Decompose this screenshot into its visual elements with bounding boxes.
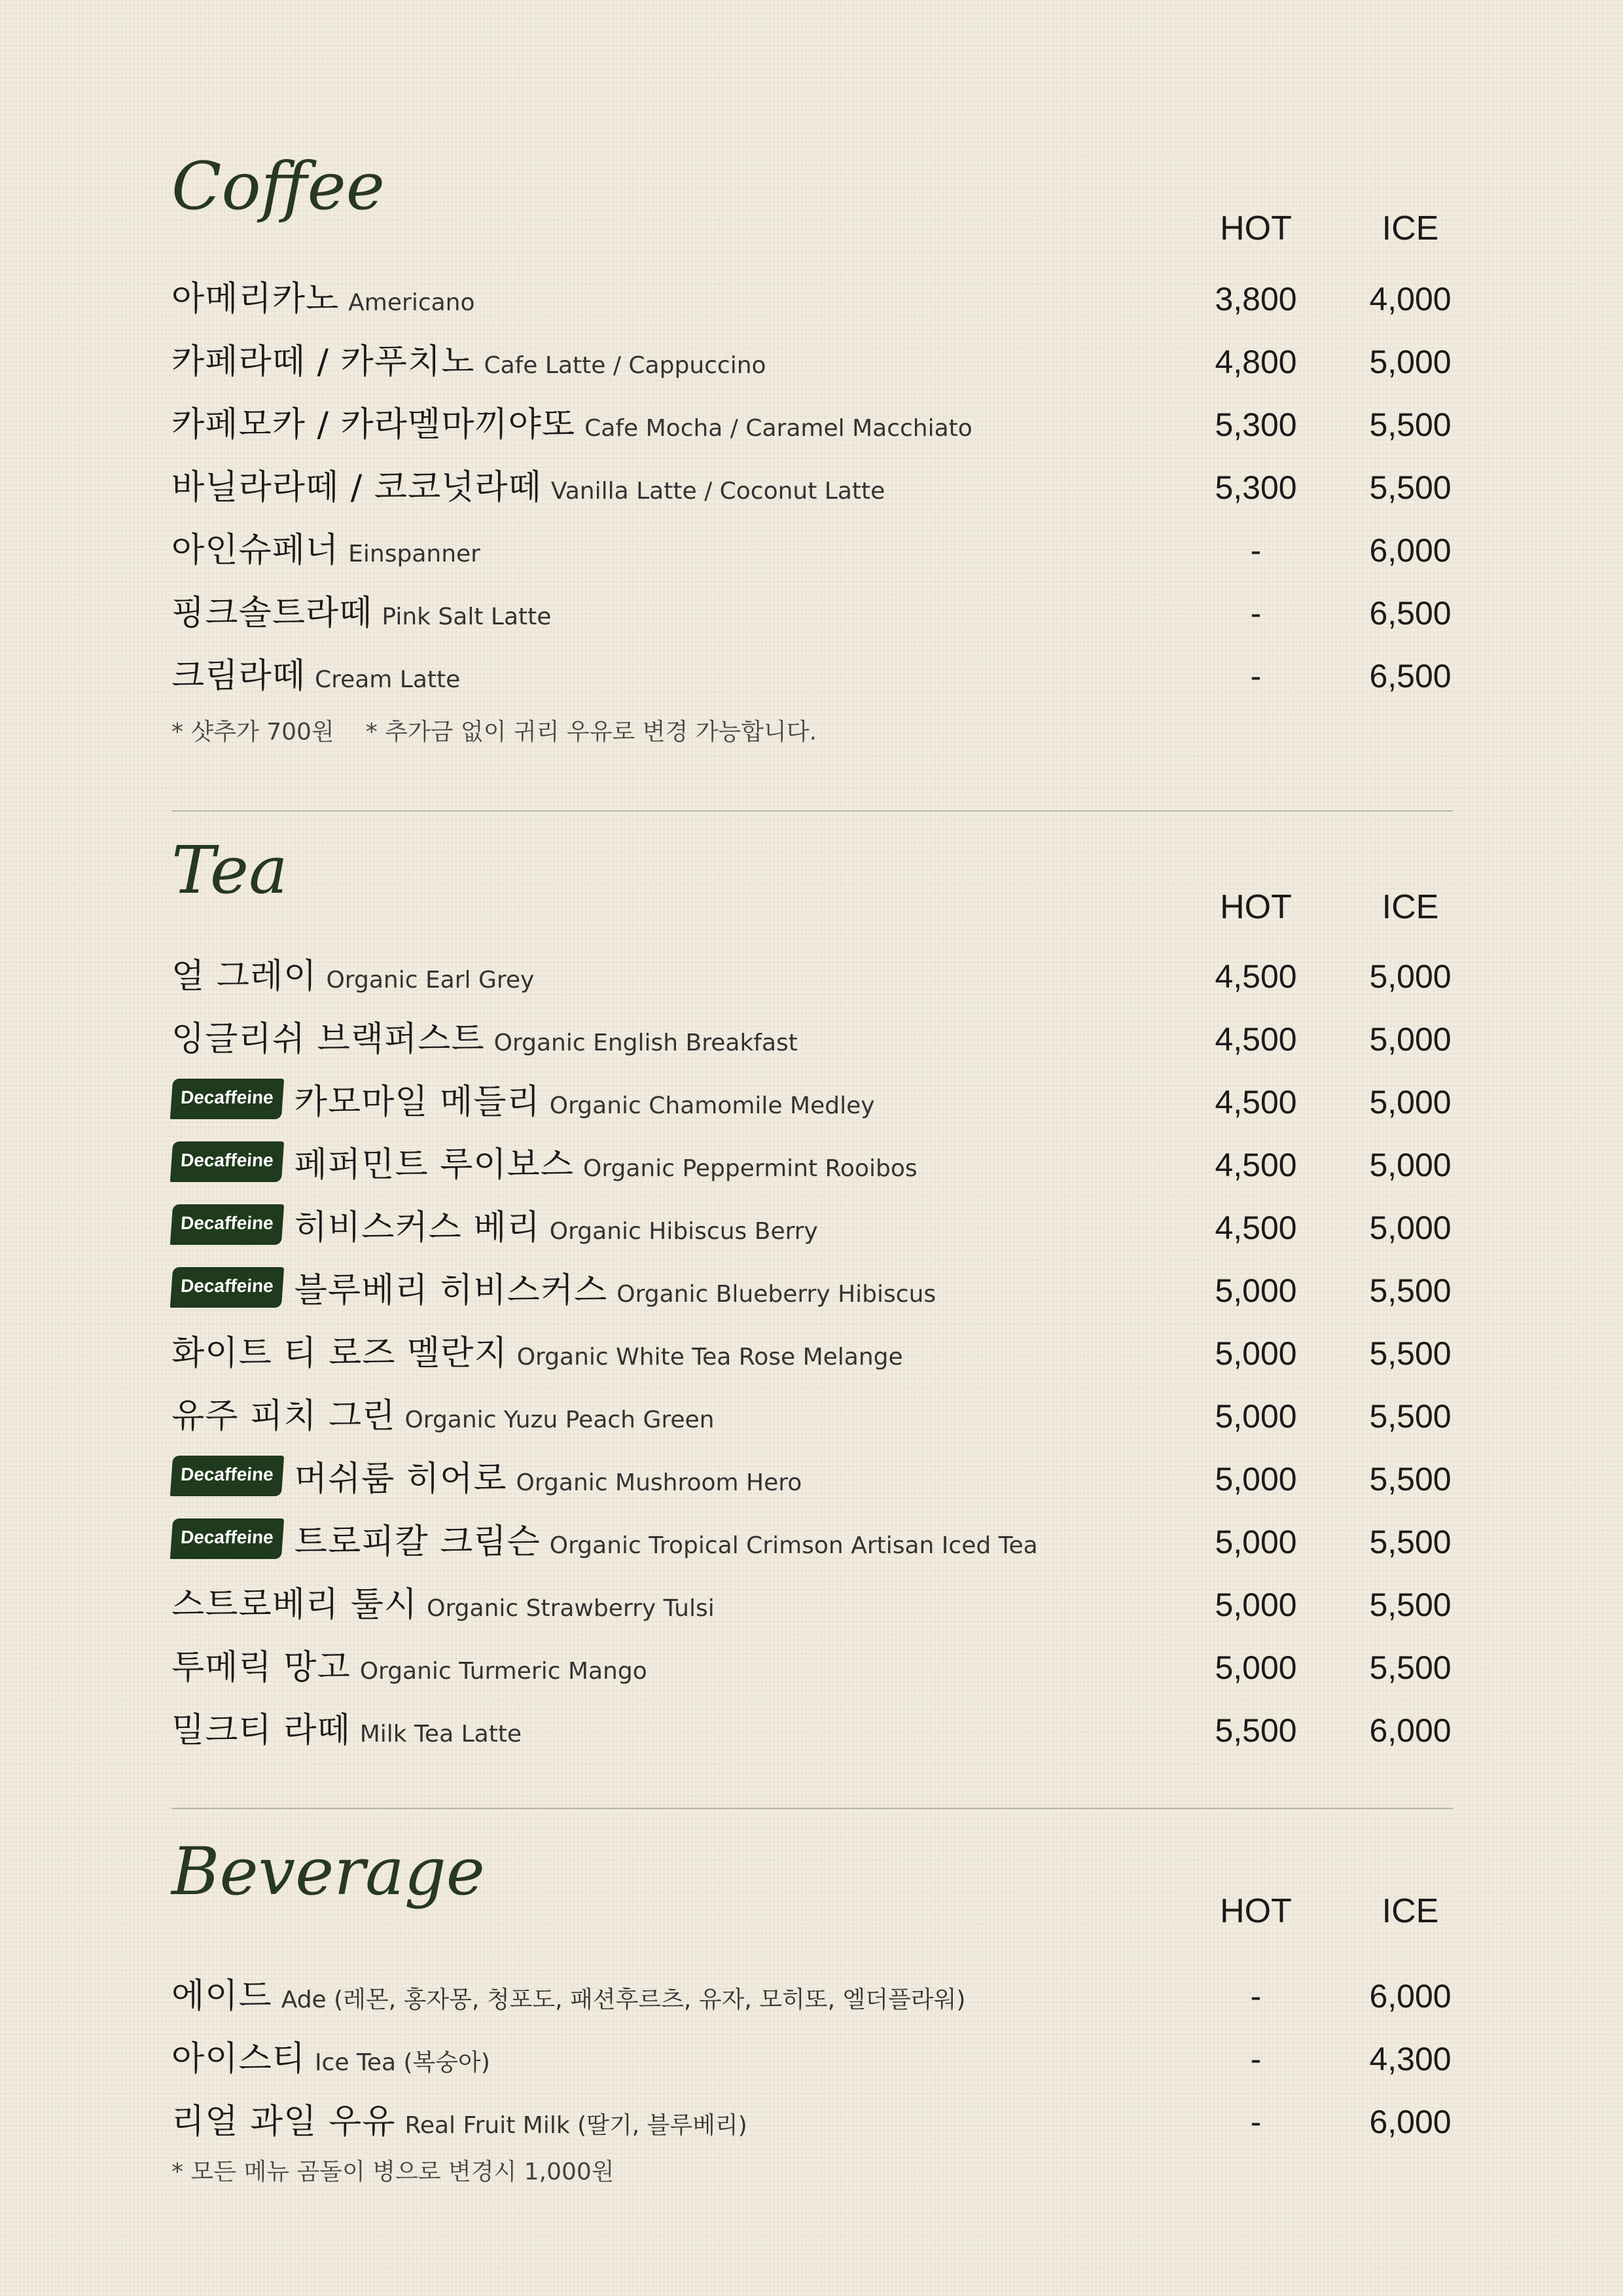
menu-item-korean: 페퍼민트 루이보스 [294,1145,575,1185]
menu-item-name [171,279,475,319]
hot-price: 5,300 [1215,406,1297,443]
menu-item-english: Vanilla Latte / Coconut Latte [550,478,885,505]
divider-tea-beverage [171,1808,1453,1809]
hot-price: 4,500 [1215,1147,1297,1183]
decaffeine-badge: Decaffeine [170,1518,284,1559]
menu-item-korean: 화이트 티 로즈 멜란지 [171,1334,508,1373]
menu-item-english: Organic Mushroom Hero [516,1469,802,1496]
decaffeine-badge: Decaffeine [170,1141,284,1182]
menu-row [171,1319,1453,1382]
ice-price: 5,500 [1369,1524,1452,1560]
ice-price: 5,500 [1369,1649,1452,1686]
menu-row [171,1696,1453,1759]
menu-row [171,1131,1453,1194]
menu-item-english: Organic Yuzu Peach Green [404,1407,715,1433]
ice-price: 6,000 [1369,532,1452,569]
ice-price: 5,500 [1369,406,1452,443]
decaffeine-badge: Decaffeine [170,1267,284,1308]
menu-item-name [171,1711,522,1750]
ice-price: 5,000 [1369,1021,1452,1058]
menu-item-english: Organic White Tea Rose Melange [516,1344,903,1371]
hot-price: 5,000 [1215,1398,1297,1435]
decaffeine-badge: Decaffeine [170,1204,284,1245]
coffee-note-oat: * 추가금 없이 귀리 우유로 변경 가능합니다. [365,719,817,745]
coffee-notes [171,713,817,747]
menu-item-name [171,1977,965,2016]
menu-item-korean: 아메리카노 [171,279,340,319]
menu-item-name [171,594,551,633]
menu-item-name [171,1648,647,1687]
decaffeine-badge: Decaffeine [170,1079,284,1119]
menu-item-english: Organic Strawberry Tulsi [427,1595,715,1622]
hot-price: 5,000 [1215,1461,1297,1498]
menu-item-english: Ice Tea (복숭아) [314,2049,490,2076]
ice-price: 5,500 [1369,1461,1452,1498]
tea-menu-list [171,942,1453,1759]
menu-row [171,2088,1453,2151]
menu-item-name [171,1456,802,1499]
menu-item-name [171,531,480,570]
menu-row [171,1571,1453,1634]
menu-item-name [171,1079,875,1122]
menu-item-korean: 에이드 [171,1977,272,2016]
ice-price: 5,500 [1369,469,1452,506]
beverage-title: Beverage [171,1833,485,1910]
hot-price: - [1250,532,1262,569]
hot-price: 5,000 [1215,1524,1297,1560]
coffee-title: Coffee [171,148,385,224]
menu-row [171,1257,1453,1319]
menu-item-english: Cream Latte [314,666,461,693]
menu-item-name [171,1585,715,1624]
hot-price: - [1250,658,1262,694]
menu-item-korean: 카페모카 / 카라멜마끼야또 [171,405,576,444]
tea-ice-header: ICE [1382,888,1439,926]
menu-item-korean: 트로피칼 크림슨 [294,1522,541,1562]
hot-price: 4,500 [1215,1210,1297,1246]
menu-item-korean: 스트로베리 툴시 [171,1585,418,1624]
menu-item-english: Cafe Latte / Cappuccino [484,352,766,379]
menu-item-korean: 카페라떼 / 카푸치노 [171,342,475,382]
menu-item-english: Ade (레몬, 홍자몽, 청포도, 패션후르츠, 유자, 모히또, 엘더플라워) [281,1986,966,2013]
coffee-note-shot: * 샷추가 700원 [171,719,334,745]
coffee-ice-header: ICE [1382,209,1439,247]
hot-price: 4,500 [1215,1084,1297,1121]
menu-row [171,1068,1453,1131]
ice-price: 5,500 [1369,1398,1452,1435]
menu-item-name [171,1397,714,1436]
menu-item-name [171,2102,747,2142]
menu-item-name [171,405,972,444]
menu-item-korean: 머쉬룸 히어로 [294,1460,507,1499]
menu-item-korean: 바닐라라떼 / 코코넛라떼 [171,468,542,507]
hot-price: 5,000 [1215,1272,1297,1309]
decaffeine-badge: Decaffeine [170,1456,284,1496]
menu-item-english: Organic Earl Grey [326,967,535,994]
beverage-hot-header: HOT [1220,1892,1292,1930]
beverage-menu-list [171,1962,1453,2151]
menu-item-korean: 유주 피치 그린 [171,1397,396,1436]
menu-item-korean: 얼 그레이 [171,957,317,996]
menu-item-name [171,1204,818,1247]
ice-price: 6,000 [1369,1712,1452,1749]
ice-price: 4,300 [1369,2041,1452,2077]
hot-price: - [1250,2041,1262,2077]
ice-price: 6,000 [1369,2104,1452,2140]
menu-row [171,516,1453,579]
menu-item-name [171,468,885,507]
hot-price: - [1250,595,1262,632]
ice-price: 6,000 [1369,1978,1452,2015]
menu-item-name [171,1518,1038,1562]
menu-item-korean: 핑크솔트라떼 [171,594,373,633]
menu-item-korean: 투메릭 망고 [171,1648,351,1687]
menu-row [171,1194,1453,1257]
menu-row [171,942,1453,1005]
menu-row [171,265,1453,328]
menu-row [171,642,1453,705]
menu-row [171,1005,1453,1068]
tea-title: Tea [171,832,288,908]
menu-row [171,1382,1453,1445]
menu-item-english: Organic Blueberry Hibiscus [616,1281,936,1308]
menu-item-korean: 리얼 과일 우유 [171,2102,396,2142]
hot-price: 4,500 [1215,958,1297,995]
ice-price: 5,000 [1369,958,1452,995]
hot-price: 5,000 [1215,1649,1297,1686]
coffee-hot-header: HOT [1220,209,1292,247]
ice-price: 5,500 [1369,1272,1452,1309]
menu-row [171,1508,1453,1571]
hot-price: 4,500 [1215,1021,1297,1058]
menu-item-korean: 아이스티 [171,2039,306,2079]
menu-item-korean: 아인슈페너 [171,531,340,570]
hot-price: - [1250,2104,1262,2140]
menu-item-name [171,1267,936,1310]
menu-row [171,1445,1453,1508]
menu-row [171,1962,1453,2025]
ice-price: 5,000 [1369,1147,1452,1183]
menu-item-english: Organic Hibiscus Berry [549,1218,818,1245]
menu-item-english: Real Fruit Milk (딸기, 블루베리) [404,2112,747,2139]
menu-item-name [171,656,460,696]
menu-item-english: Organic Turmeric Mango [359,1658,647,1685]
menu-item-korean: 블루베리 히비스커스 [294,1271,608,1310]
menu-item-korean: 히비스커스 베리 [294,1208,541,1247]
menu-item-name [171,1334,903,1373]
hot-price: 5,500 [1215,1712,1297,1749]
menu-item-name [171,1141,918,1185]
menu-item-korean: 잉글리쉬 브랙퍼스트 [171,1020,485,1059]
menu-item-name [171,2039,490,2079]
beverage-note-bear-bottle: * 모든 메뉴 곰돌이 병으로 변경시 1,000원 [171,2159,615,2185]
menu-item-english: Americano [348,289,475,316]
hot-price: - [1250,1978,1262,2015]
hot-price: 4,800 [1215,344,1297,380]
menu-row [171,1634,1453,1696]
menu-row [171,579,1453,642]
menu-item-english: Organic Tropical Crimson Artisan Iced Tea [549,1532,1038,1559]
menu-item-english: Cafe Mocha / Caramel Macchiato [584,415,972,442]
hot-price: 5,000 [1215,1335,1297,1372]
hot-price: 5,300 [1215,469,1297,506]
ice-price: 5,000 [1369,1210,1452,1246]
menu-row [171,328,1453,391]
menu-row [171,454,1453,516]
menu-row [171,2025,1453,2088]
ice-price: 4,000 [1369,281,1452,317]
menu-item-korean: 카모마일 메들리 [294,1083,541,1122]
beverage-ice-header: ICE [1382,1892,1439,1930]
menu-row [171,391,1453,454]
ice-price: 5,500 [1369,1335,1452,1372]
tea-hot-header: HOT [1220,888,1292,926]
menu-item-english: Organic English Breakfast [493,1030,798,1056]
ice-price: 6,500 [1369,595,1452,632]
menu-item-name [171,342,766,382]
menu-item-korean: 크림라떼 [171,656,306,696]
menu-item-english: Organic Chamomile Medley [549,1092,875,1119]
menu-item-korean: 밀크티 라떼 [171,1711,351,1750]
ice-price: 6,500 [1369,658,1452,694]
menu-item-english: Einspanner [348,541,480,567]
coffee-menu-list [171,265,1453,705]
menu-item-english: Pink Salt Latte [382,603,552,630]
divider-coffee-tea [171,810,1453,812]
menu-item-name [171,957,534,996]
beverage-notes [171,2153,615,2187]
menu-item-name [171,1020,798,1059]
ice-price: 5,000 [1369,1084,1452,1121]
ice-price: 5,000 [1369,344,1452,380]
ice-price: 5,500 [1369,1587,1452,1623]
menu-item-english: Milk Tea Latte [359,1721,522,1748]
menu-item-english: Organic Peppermint Rooibos [583,1155,918,1182]
hot-price: 3,800 [1215,281,1297,317]
hot-price: 5,000 [1215,1587,1297,1623]
